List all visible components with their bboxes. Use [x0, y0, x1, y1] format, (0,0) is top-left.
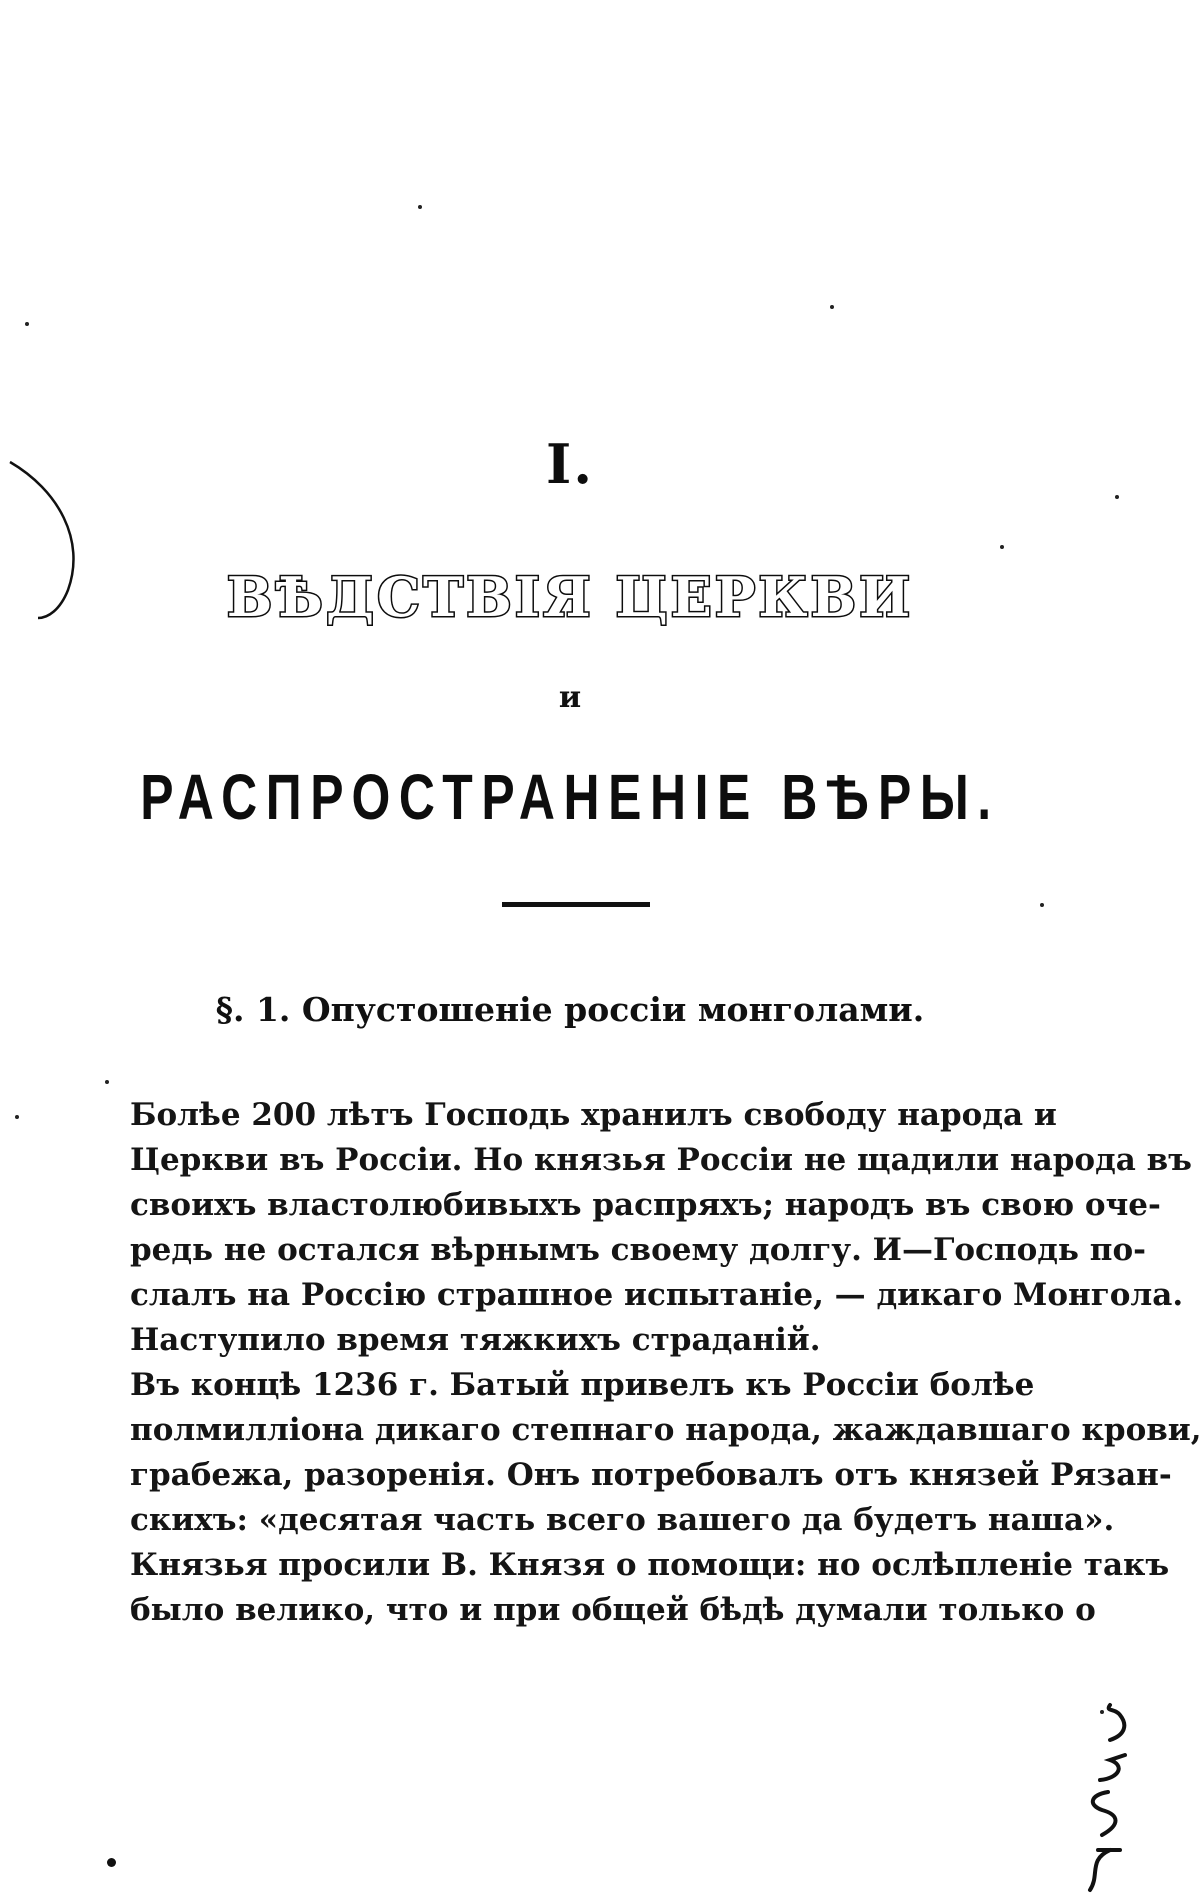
paper-speck [1100, 1710, 1104, 1714]
chapter-title-line2: РАСПРОСТРАНЕНІЕ ВѢРЫ. [140, 761, 1000, 833]
body-line: грабежа, разоренія. Онъ потребовалъ отъ князей Рязан- [130, 1457, 1172, 1493]
body-line: Болѣе 200 лѣтъ Господь хранилъ свободу народа и [130, 1097, 1057, 1133]
paper-speck [15, 1115, 19, 1119]
body-line: Церкви въ Россіи. Но князья Россіи не щадили народа въ [130, 1142, 1192, 1178]
body-line: своихъ властолюбивыхъ распряхъ; народъ въ свою оче- [130, 1187, 1161, 1223]
body-line: Въ концѣ 1236 г. Батый привелъ къ Россіи болѣе [130, 1367, 1035, 1403]
body-line: скихъ: «десятая часть всего вашего да будетъ наша». [130, 1502, 1115, 1538]
body-line: было велико, что и при общей бѣдѣ думали только о [130, 1592, 1096, 1628]
body-line: Князья просили В. Князя о помощи: но ослѣпленіе такъ [130, 1547, 1170, 1583]
ink-dot [107, 1858, 116, 1867]
section-heading: §. 1. Опустошеніе россіи монголами. [215, 990, 925, 1029]
title-divider-rule [502, 902, 650, 907]
body-paragraphs [130, 1093, 1202, 1633]
paper-speck [1040, 903, 1044, 907]
body-line: слалъ на Россію страшное испытаніе, — дикаго Монгола. [130, 1277, 1184, 1313]
chapter-title-conjunction: и [558, 680, 582, 715]
body-line: редь не остался вѣрнымъ своему долгу. И—Господь по- [130, 1232, 1146, 1268]
paper-speck [25, 322, 29, 326]
paper-speck [418, 205, 422, 209]
paper-speck [105, 1080, 109, 1084]
chapter-title-line1: ВѢДСТВІЯ ЦЕРКВИ [226, 565, 914, 629]
body-line: Наступило время тяжкихъ страданій. [130, 1322, 821, 1358]
paper-speck [1000, 545, 1004, 549]
body-line: полмилліона дикаго степнаго народа, жаждавшаго крови, [130, 1412, 1202, 1448]
chapter-number: I. [545, 432, 595, 496]
paper-speck [1115, 495, 1119, 499]
paper-speck [830, 305, 834, 309]
handwritten-margin-note [1080, 1700, 1135, 1900]
